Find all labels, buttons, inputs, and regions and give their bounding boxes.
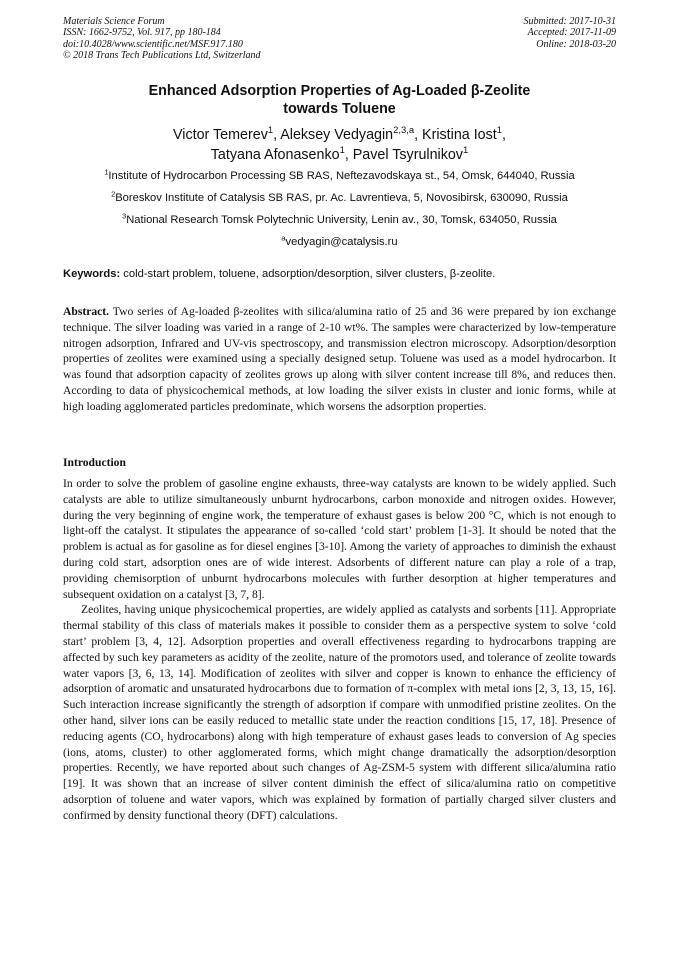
- keywords: [63, 266, 616, 282]
- online-date: Online: 2018-03-20: [536, 38, 616, 50]
- author-line-2: [63, 145, 616, 165]
- author-separator: ,: [414, 127, 423, 143]
- author-name: Kristina Iost: [422, 127, 497, 143]
- author-name: Victor Temerev: [173, 127, 268, 143]
- email-sup: a: [281, 233, 286, 243]
- affiliation-item: [63, 211, 616, 233]
- email-address: vedyagin@catalysis.ru: [285, 236, 398, 248]
- author-affil-sup: 1: [267, 124, 274, 136]
- author-affil-sup: 2,3,a: [393, 124, 415, 136]
- affiliation-sup: 1: [104, 167, 109, 177]
- affiliation-list: [63, 167, 616, 255]
- author-affil-sup: 1: [462, 144, 469, 156]
- email-item: [63, 233, 616, 255]
- keywords-text: cold-start problem, toluene, adsorption/desorption, silver clusters, β-zeolite.: [120, 268, 496, 280]
- author-separator: ,: [344, 147, 353, 163]
- abstract-label: Abstract.: [63, 305, 110, 318]
- author-affil-sup: 1: [339, 144, 345, 156]
- abstract: [63, 304, 616, 415]
- author-separator: ,: [273, 127, 281, 143]
- author-list: [63, 125, 616, 165]
- journal-header-right: [524, 16, 617, 50]
- affiliation-text: National Research Tomsk Polytechnic University, Lenin av., 30, Tomsk, 634050, Russia: [126, 214, 557, 226]
- affiliation-sup: 3: [122, 211, 127, 221]
- affiliation-sup: 2: [111, 189, 116, 199]
- affiliation-text: Institute of Hydrocarbon Processing SB RAS, Neftezavodskaya st., 54, Omsk, 644040, Russia: [108, 170, 575, 182]
- affiliation-item: [63, 189, 616, 211]
- keywords-label: Keywords:: [63, 268, 121, 280]
- copyright-line: © 2018 Trans Tech Publications Ltd, Switzerland: [63, 49, 261, 61]
- affiliation-item: [63, 167, 616, 189]
- doi-line: doi:10.4028/www.scientific.net/MSF.917.180: [63, 38, 243, 50]
- author-name: Aleksey Vedyagin: [280, 127, 394, 143]
- abstract-text: Two series of Ag-loaded β-zeolites with silica/alumina ratio of 25 and 36 were prepared by ion exchange technique. The silver loading was varied in a range of 2-10 wt%. The samples were characterized by low-temperature nitrogen adsorption, Infrared and UV-vis spectroscopy, and transmission electron microscopy. Adsorption/desorption properties of zeolites were examined using a specially designed setup. Toluene was used as a model hydrocarbon. It was found that adsorption capacity of zeolites grows up along with silver content increase till 8%, and reduces then. According to data of physicochemical methods, at low loading the silver exists in cluster and ionic forms, while at high loading agglomerated particles predominate, which worsens the adsorption properties.: [63, 305, 616, 413]
- author-name: Tatyana Afonasenko: [210, 147, 340, 163]
- intro-paragraph-1: In order to solve the problem of gasoline engine exhausts, three-way catalysts are known to be widely applied. Such catalysts are able to utilize simultaneously unburnt hydrocarbons, carbon monoxide and nitrogen oxides. However, during the very beginning of engine work, the temperature of exhaust gases is below 200 °C, which is not enough to light-off the catalyst. It stipulates the appearance of so-called ‘cold start’ problem [1-3]. It should be noted that the problem is actual as for gasoline as for diesel engines [3-10]. Among the variety of approaches to diminish the exhaust during cold start, adsorption ones are of wide interest. Adsorbents of different nature can play a role of a trap, providing chemisorption of unburnt hydrocarbons molecules with further desorption at higher temperatures and subsequent oxidation on a catalyst [3, 7, 8].: [63, 477, 616, 601]
- paper-title: [63, 82, 616, 118]
- introduction-body: [63, 476, 616, 824]
- title-line-2: towards Toluene: [283, 101, 396, 117]
- author-affil-sup: 1: [496, 124, 502, 136]
- author-line-1: [63, 125, 616, 145]
- journal-name: Materials Science Forum: [63, 16, 165, 27]
- accepted-date: Accepted: 2017-11-09: [527, 27, 616, 39]
- title-line-1: Enhanced Adsorption Properties of Ag-Loaded β-Zeolite: [148, 83, 531, 99]
- author-separator: ,: [502, 127, 506, 143]
- intro-paragraph-2: Zeolites, having unique physicochemical properties, are widely applied as catalysts and sorbents [11]. Appropriate thermal stability of this class of materials makes it possible to consider them as a perspective system to solve ‘cold start’ problem [3, 4, 12]. Adsorption properties and overall effectiveness regarding to hydrocarbons trapping are affected by such key parameters as acidity of the zeolite, nature of the promotors used, and tolerance of zeolite towards water vapors [3, 6, 13, 14]. Modification of zeolites with silver and copper is known to enhance the efficiency of adsorption of aromatic and unsaturated hydrocarbons due to formation of π-complex with metal ions [2, 3, 13, 15, 16]. Such interaction increase significantly the strength of adsorption if compare with unmodified pristine zeolites. On the other hand, silver ions can be easily reduced to metallic state under the reaction conditions [15, 17, 18]. Presence of reducing agents (CO, hydrocarbons) along with high temperature of exhaust gases leads to conversion of Ag species (ions, atoms, cluster) to other agglomerated forms, which might change dramatically the adsorption/desorption properties. Recently, we have reported about such changes of Ag-ZSM-5 system with different silica/alumina ratio [19]. It was shown that an increase of silver content diminish the effect of silica/alumina ratio on competitive adsorption of toluene and water vapors, which was explained by formation of partially charged silver clusters and confirmed by density functional theory (DFT) calculations.: [63, 603, 616, 822]
- issn-line: ISSN: 1662-9752, Vol. 917, pp 180-184: [63, 27, 221, 39]
- affiliation-text: Boreskov Institute of Catalysis SB RAS, pr. Ac. Lavrentieva, 5, Novosibirsk, 630090, Russia: [115, 192, 568, 204]
- section-heading-introduction: Introduction: [63, 456, 126, 469]
- author-name: Pavel Tsyrulnikov: [352, 147, 463, 163]
- journal-header-left: [63, 16, 261, 61]
- submitted-date: Submitted: 2017-10-31: [523, 16, 616, 27]
